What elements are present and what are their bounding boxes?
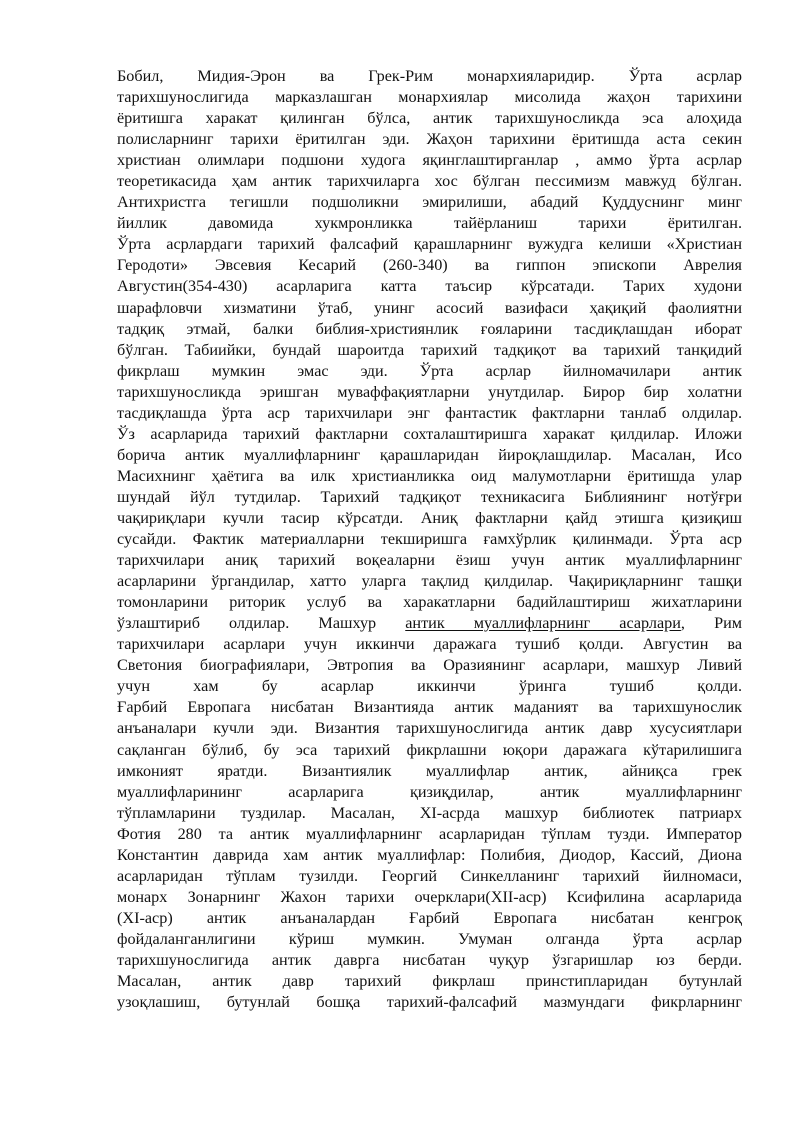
body-text: [117, 66, 742, 1013]
text-line: томонларини риторик услуб ва харакатларни бадийлаштириш жихатларини: [117, 593, 742, 612]
text-segment: , Рим: [680, 614, 742, 633]
text-line: Антихристга тегишли подшоликни эмирилиши, абадий Қуддуснинг минг: [117, 193, 742, 212]
text-line: шундай йўл тутдилар. Тарихий тадқиқот техникасига Библиянинг нотўғри: [117, 487, 742, 506]
text-line: фойдаланганлигини кўриш мумкин. Умуман олганда ўрта асрлар: [117, 929, 742, 948]
text-line: асарларини ўргандилар, хатто уларга тақлид қилдилар. Чақириқларнинг ташқи: [117, 572, 742, 591]
text-line: Геродоти» Эвсевия Кесарий (260-340) ва гиппон эпископи Аврелия: [117, 256, 742, 275]
text-line: анъаналари кучли эди. Византия тарихшунослигида антик давр хусусиятлари: [117, 719, 742, 738]
text-line: ёритишга харакат қилинган бўлса, антик тарихшуносликда эса алоҳида: [117, 109, 742, 128]
text-line: христиан олимлари подшони худога яқинглаштирганлар , аммо ўрта асрлар: [117, 151, 742, 170]
text-line: тарихчилари асарлари учун иккинчи даражага тушиб қолди. Августин ва: [117, 635, 742, 654]
text-line: борича антик муаллифларнинг қарашларидан йироқлашдилар. Масалан, Исо: [117, 445, 742, 464]
text-line: Бобил, Мидия-Эрон ва Грек-Рим монархияларидир. Ўрта асрлар: [117, 67, 742, 85]
text-line: Масалан, антик давр тарихий фикрлаш принстипларидан бутунлай: [117, 972, 742, 991]
text-line: тарихшунослигида антик даврга нисбатан чуқур ўзгаришлар юз берди.: [117, 950, 742, 969]
text-line: тўпламларини туздилар. Масалан, XI-асрда машхур библиотек патриарх: [117, 803, 742, 822]
text-line: муаллифларининг асарларига қизиқдилар, антик муаллифларнинг: [117, 782, 742, 801]
text-line: тарихшунослигида марказлашган монархиялар мисолида жаҳон тарихини: [117, 88, 742, 107]
text-line: монарх Зонарнинг Жахон тарихи очерклари(XII-аср) Ксифилина асарларида: [117, 887, 742, 906]
text-line: Ўрта асрлардаги тарихий фалсафий қарашларнинг вужудга келиши «Христиан: [117, 235, 742, 254]
text-line: тадқиқ этмай, балки библия-християнлик ғояларини тасдиқлашдан иборат: [117, 319, 742, 338]
text-line: Константин даврида хам антик муаллифлар: Полибия, Диодор, Кассий, Диона: [117, 845, 742, 864]
text-line: йиллик давомида хукмронликка тайёрланиш тарихи ёритилган.: [117, 214, 742, 233]
text-line: учун хам бу асарлар иккинчи ўринга тушиб қолди.: [117, 677, 742, 696]
text-line: бўлган. Табиийки, бундай шароитда тарихий тадқиқот ва тарихий танқидий: [117, 340, 742, 359]
text-line: имконият яратди. Византиялик муаллифлар антик, айниқса грек: [117, 761, 742, 780]
text-line: Масихнинг ҳаётига ва илк христианликка оид малумотларни ёритишда улар: [117, 466, 742, 485]
text-line: Августин(354-430) асарларига катта таъсир кўрсатади. Тарих худони: [117, 277, 742, 296]
text-line: Ғарбий Европага нисбатан Византияда антик маданият ва тарихшунослик: [117, 698, 742, 717]
text-line: полисларнинг тарихи ёритилган эди. Жаҳон тарихини ёритишда аста секин: [117, 130, 742, 149]
text-line: асарларидан тўплам тузилди. Георгий Синкелланинг тарихий йилномаси,: [117, 866, 742, 885]
text-segment: ўзлаштириб олдилар. Машхур: [117, 614, 377, 633]
text-line: Фотия 280 та антик муаллифларнинг асарларидан тўплам тузди. Император: [117, 824, 742, 843]
text-line: тарихчилари аниқ тарихий воқеаларни ёзиш учун антик муаллифларнинг: [117, 551, 742, 570]
hyperlink[interactable]: антик муаллифларнинг асарлари: [405, 614, 681, 633]
text-line: тасдиқлашда ўрта аср тарихчилари энг фантастик фактларни танлаб олдилар.: [117, 403, 742, 422]
text-line: узоқлашиш, бутунлай бошқа тарихий-фалсафий мазмундаги фикрларнинг: [117, 993, 742, 1012]
text-line: теоретикасида ҳам антик тарихчиларга хос бўлган пессимизм мавжуд бўлган.: [117, 172, 742, 191]
text-line: шарафловчи хизматини ўтаб, унинг асосий вазифаси ҳақиқий фаолиятни: [117, 298, 742, 317]
text-line: тарихшуносликда эришган муваффақиятларни унутдилар. Бирор бир холатни: [117, 382, 742, 401]
text-line: Ўз асарларида тарихий фактларни сохталаштиришга харакат қилдилар. Иложи: [117, 424, 742, 443]
text-line: чақириқлари кучли тасир кўрсатди. Аниқ фактларни қайд этишга қизиқиш: [117, 508, 742, 527]
text-line: Светония биографиялари, Эвтропия ва Оразиянинг асарлари, машхур Ливий: [117, 656, 742, 675]
text-line: сақланган бўлиб, бу эса тарихий фикрлашни юқори даражага кўтарилишига: [117, 740, 742, 759]
text-line-with-link: [117, 613, 742, 634]
text-line: сусайди. Фактик материалларни текширишга ғамхўрлик қилинмади. Ўрта аср: [117, 530, 742, 549]
text-line: фикрлаш мумкин эмас эди. Ўрта асрлар йилномачилари антик: [117, 361, 742, 380]
text-line: (XI-аср) антик анъаналардан Ғарбий Европага нисбатан кенгроқ: [117, 908, 742, 927]
